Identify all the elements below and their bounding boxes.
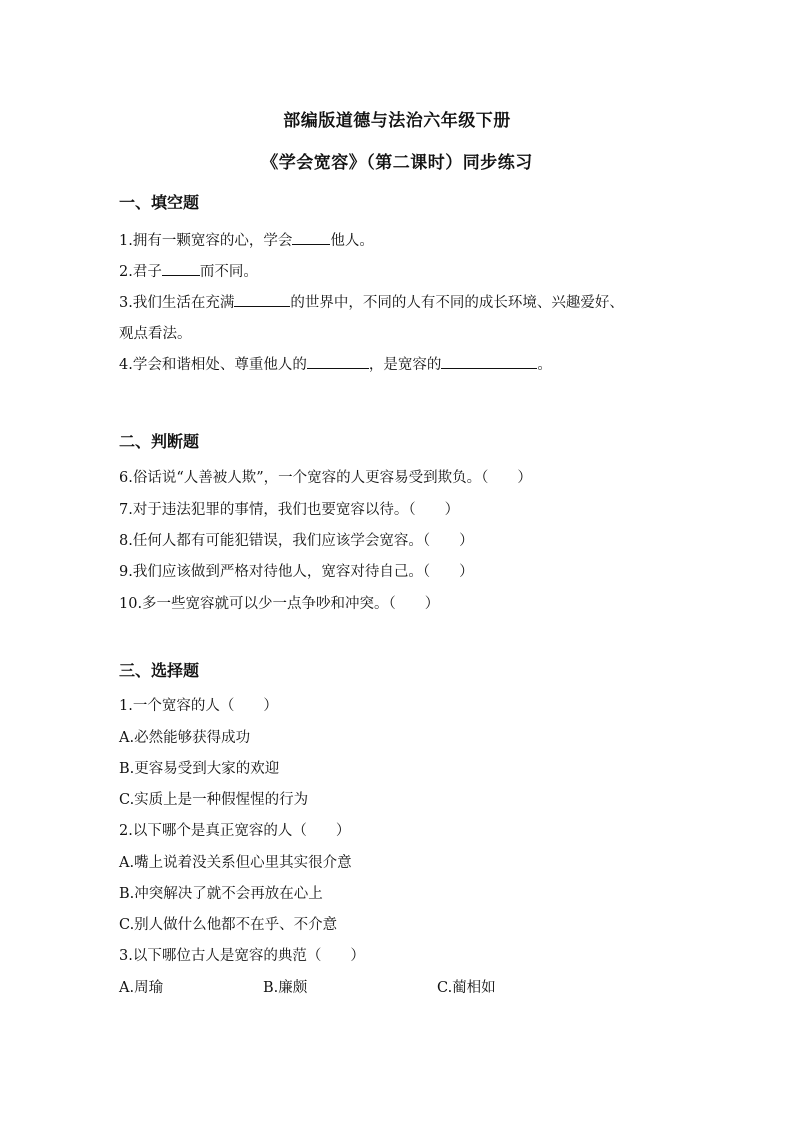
- answer-blank[interactable]: [292, 230, 330, 245]
- fill-question-3-continued: 观点看法。: [119, 326, 192, 342]
- answer-blank[interactable]: [162, 261, 200, 276]
- choice-option-2b: B.冲突解决了就不会再放在心上: [119, 886, 323, 902]
- fill-question-3: [119, 291, 624, 312]
- question-text: 。: [537, 357, 552, 373]
- fill-question-4: [119, 353, 552, 374]
- judge-question-8: 8.任何人都有可能犯错误，我们应该学会宽容。（ ）: [119, 533, 474, 549]
- document-subtitle: 《学会宽容》（第二课时）同步练习: [261, 153, 533, 173]
- choice-option-2a: A.嘴上说着没关系但心里其实很介意: [119, 855, 352, 871]
- choice-option-3b: B.廉颇: [263, 980, 308, 996]
- question-text: ，是宽容的: [368, 357, 442, 373]
- section-heading-true-false: 二、判断题: [119, 432, 200, 451]
- answer-blank[interactable]: [441, 354, 537, 369]
- answer-blank[interactable]: [307, 354, 369, 369]
- question-text: 而不同。: [199, 264, 258, 280]
- judge-question-9: 9.我们应该做到严格对待他人，宽容对待自己。（ ）: [119, 564, 474, 580]
- section-heading-multiple-choice: 三、选择题: [119, 661, 200, 680]
- judge-question-10: 10.多一些宽容就可以少一点争吵和冲突。（ ）: [119, 596, 440, 612]
- choice-option-3c: C.蔺相如: [437, 980, 496, 996]
- choice-question-1: 1.一个宽容的人（ ）: [119, 698, 278, 714]
- section-heading-fill-blank: 一、填空题: [119, 193, 200, 212]
- choice-question-2: 2.以下哪个是真正宽容的人（ ）: [119, 823, 351, 839]
- fill-question-1: [119, 229, 374, 250]
- answer-blank[interactable]: [234, 292, 290, 307]
- document-title: 部编版道德与法治六年级下册: [283, 111, 511, 131]
- choice-option-3a: A.周瑜: [119, 980, 164, 996]
- fill-question-2: [119, 260, 258, 281]
- question-text: 3.我们生活在充满: [119, 295, 235, 311]
- question-text: 的世界中，不同的人有不同的成长环境、兴趣爱好、: [290, 295, 624, 311]
- question-text: 1.拥有一颗宽容的心，学会: [119, 233, 293, 249]
- choice-question-3: 3.以下哪位古人是宽容的典范（ ）: [119, 948, 365, 964]
- choice-option-2c: C.别人做什么他都不在乎、不介意: [119, 917, 338, 933]
- choice-option-1a: A.必然能够获得成功: [119, 730, 251, 746]
- question-text: 4.学会和谐相处、尊重他人的: [119, 357, 307, 373]
- judge-question-7: 7.对于违法犯罪的事情，我们也要宽容以待。（ ）: [119, 502, 460, 518]
- question-text: 他人。: [330, 233, 374, 249]
- choice-option-1b: B.更容易受到大家的欢迎: [119, 761, 280, 777]
- judge-question-6: 6.俗话说“人善被人欺”，一个宽容的人更容易受到欺负。（ ）: [119, 470, 532, 486]
- choice-option-1c: C.实质上是一种假惺惺的行为: [119, 792, 309, 808]
- question-text: 2.君子: [119, 264, 162, 280]
